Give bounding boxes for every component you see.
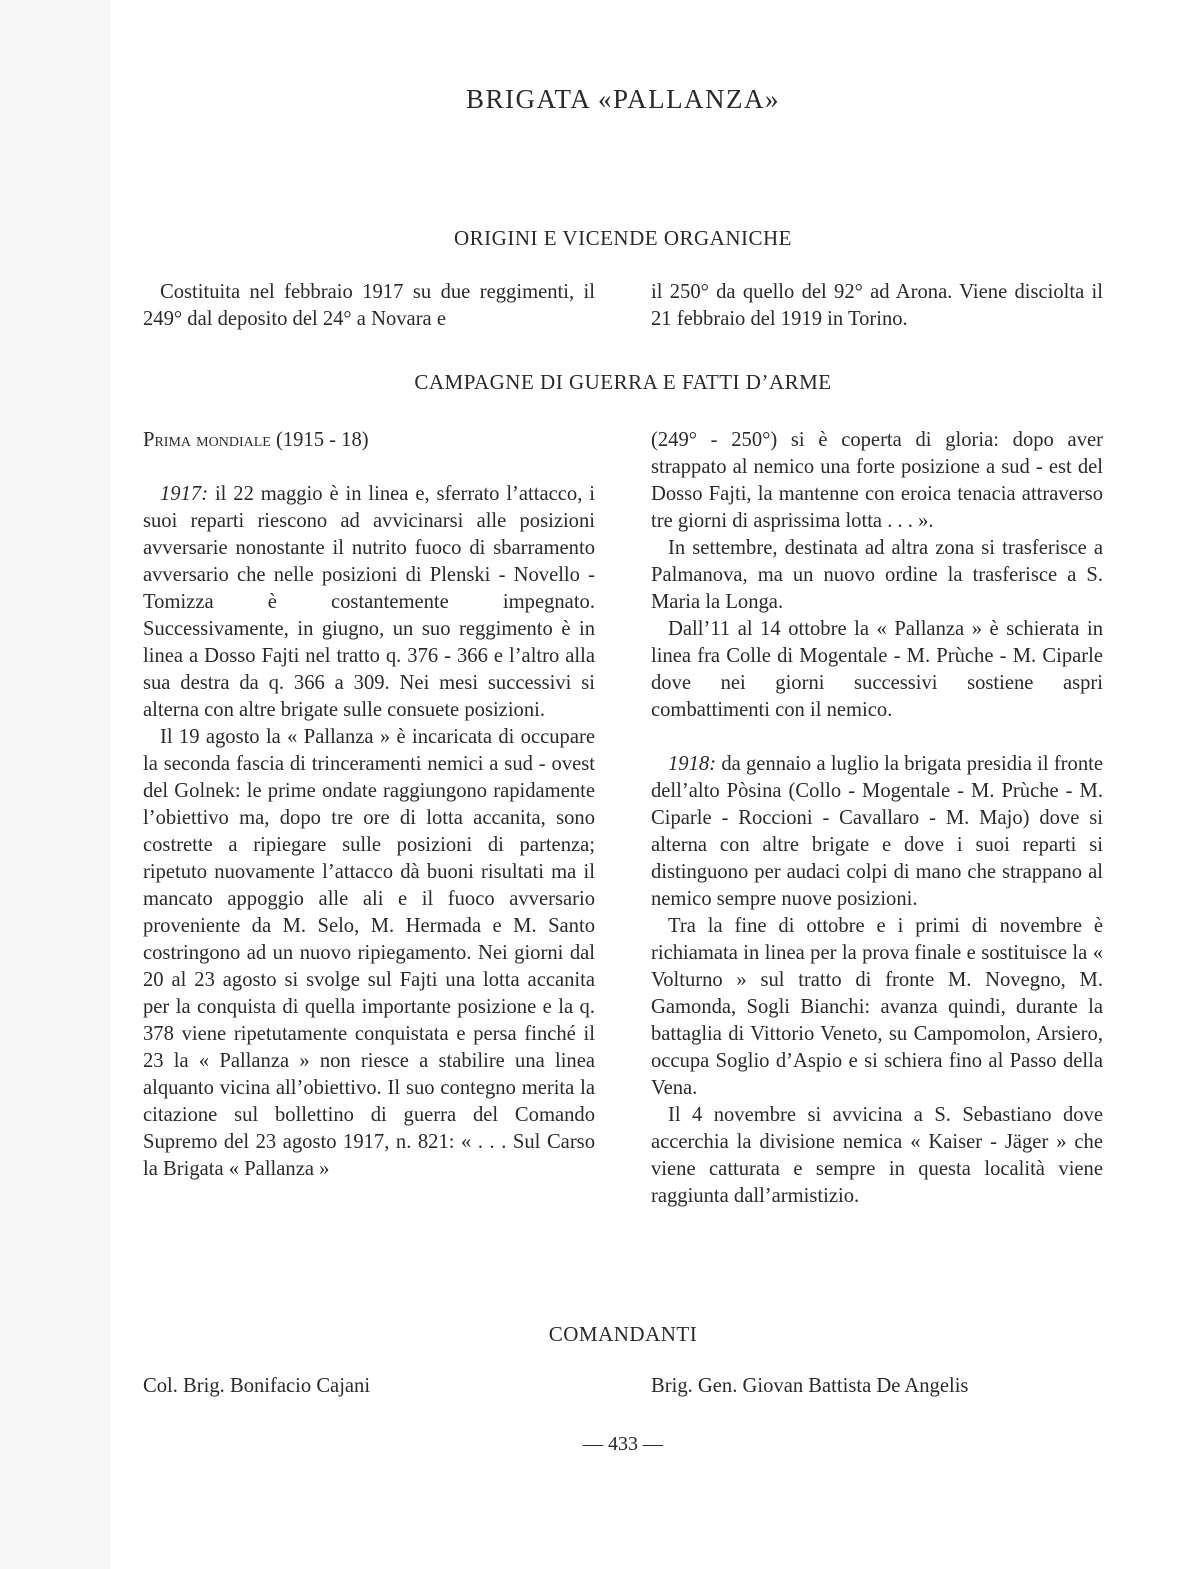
origini-text-left: Costituita nel febbraio 1917 su due reggimenti, il 249° dal deposito del 24° a Novara e	[143, 281, 595, 330]
origini-text-right: il 250° da quello del 92° ad Arona. Viene disciolta il 21 febbraio del 1919 in Torino.	[651, 281, 1103, 330]
paragraph-1918	[651, 751, 1103, 913]
heading-origini: ORIGINI E VICENDE ORGANICHE	[454, 226, 792, 250]
page-title: BRIGATA «PALLANZA»	[465, 84, 781, 114]
origini-left-column	[143, 279, 595, 333]
commander-left: Col. Brig. Bonifacio Cajani	[143, 1375, 371, 1397]
paragraph-armistizio: Il 4 novembre si avvicina a S. Sebastiano dove accerchia la divisione nemica « Kaiser - Jäger » che viene catturata e sempre in questa località viene raggiunta dall’armistizio.	[651, 1104, 1103, 1207]
scan-margin	[0, 0, 110, 1569]
campagne-right-column	[651, 427, 1103, 1210]
heading-comandanti: COMANDANTI	[548, 1322, 698, 1346]
document-page	[143, 0, 1103, 1569]
paragraph-1917	[143, 481, 595, 724]
section-label: Prima mondiale (1915 - 18)	[143, 429, 369, 451]
page-number: — 433 —	[583, 1433, 663, 1455]
commander-right: Brig. Gen. Giovan Battista De Angelis	[651, 1375, 969, 1397]
paragraph-1917-text: il 22 maggio è in linea e, sferrato l’attacco, i suoi reparti riescono ad avvicinarsi alle posizioni avversarie nonostante il nutrito fuoco di sbarramento avversario che nelle posizioni di Plenski - Novello - Tomizza è costantemente impegnato. Successivamente, in giugno, un suo reggimento è in linea a Dosso Fajti nel tratto q. 376 - 366 e l’altro alla sua destra da q. 366 a 309. Nei mesi successivi si alterna con altre brigate sulle consuete posizioni.	[143, 483, 595, 721]
year-1917: 1917:	[160, 483, 209, 505]
campagne-left-column	[143, 427, 595, 1183]
paragraph-settembre: In settembre, destinata ad altra zona si trasferisce a Palmanova, ma un nuovo ordine la trasferisce a S. Maria la Longa.	[651, 537, 1103, 613]
paragraph-ottobre: Dall’11 al 14 ottobre la « Pallanza » è schierata in linea fra Colle di Mogentale - M. Prùche - M. Ciparle dove nei giorni successivi sostiene aspri combattimenti con il nemico.	[651, 618, 1103, 721]
year-1918: 1918:	[668, 753, 717, 775]
paragraph-citation-end: (249° - 250°) si è coperta di gloria: dopo aver strappato al nemico una forte posizione a sud - est del Dosso Fajti, la mantenne con eroica tenacia attraverso tre giorni di asprissima lotta . . . ».	[651, 429, 1103, 532]
paragraph-agosto: Il 19 agosto la « Pallanza » è incaricata di occupare la seconda fascia di trinceramenti nemici a sud - ovest del Golnek: le prime ondate raggiungono rapidamente l’obiettivo ma, dopo tre ore di lotta accanita, sono costrette a ripiegare sulle posizioni di partenza; ripetuto nuovamente l’attacco dà buoni risultati ma il mancato appoggio alle ali e il fuoco avversario proveniente da M. Selo, M. Hermada e M. Santo costringono ad un nuovo ripiegamento. Nei giorni dal 20 al 23 agosto si svolge sul Fajti una lotta accanita per la conquista di quella importante posizione e la q. 378 viene ripetutamente conquistata e persa finché il 23 la « Pallanza » non riesce a stabilire una linea alquanto vicina all’obiettivo. Il suo contegno merita la citazione sul bollettino di guerra del Comando Supremo del 23 agosto 1917, n. 821: « . . . Sul Carso la Brigata « Pallanza »	[143, 726, 595, 1180]
paragraph-novembre: Tra la fine di ottobre e i primi di novembre è richiamata in linea per la prova finale e sostituisce la « Volturno » sul tratto di fronte M. Novegno, M. Gamonda, Sogli Bianchi: avanza quindi, durante la battaglia di Vittorio Veneto, su Campomolon, Arsiero, occupa Soglio d’Aspio e si schiera fino al Passo della Vena.	[651, 915, 1103, 1099]
heading-campagne: CAMPAGNE DI GUERRA E FATTI D’ARME	[414, 370, 832, 394]
paragraph-1918-text: da gennaio a luglio la brigata presidia il fronte dell’alto Pòsina (Collo - Mogentale - M. Prùche - M. Ciparle - Roccioni - Cavallaro - M. Majo) dove si alterna con altre brigate e dove i suoi reparti si distinguono per audaci colpi di mano che strappano al nemico sempre nuove posizioni.	[651, 753, 1103, 910]
origini-right-column	[651, 279, 1103, 333]
